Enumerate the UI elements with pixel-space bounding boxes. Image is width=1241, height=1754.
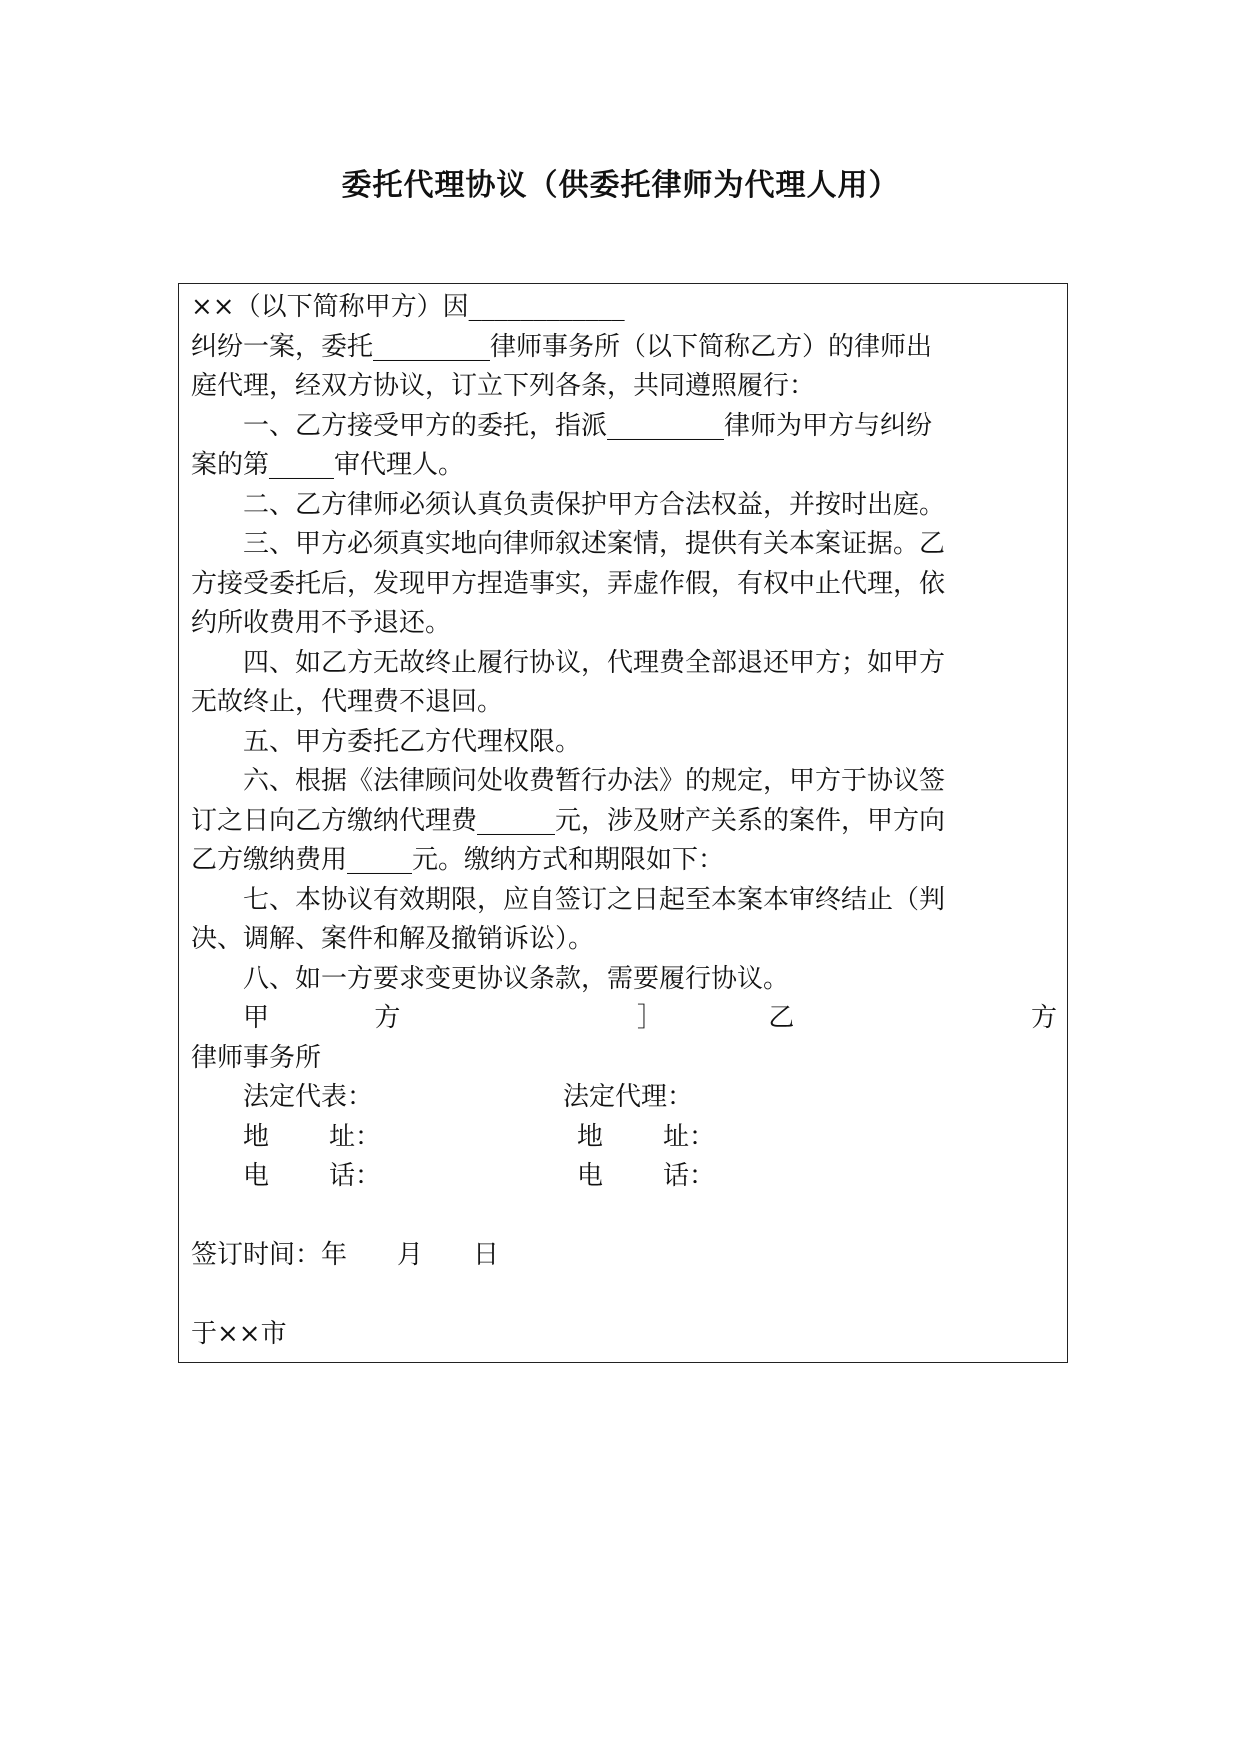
agreement-body <box>191 288 1057 1355</box>
party-b-char-1: 乙 <box>768 1003 795 1033</box>
clause-4-line-1: 四、如乙方无故终止履行协议，代理费全部退还甲方；如甲方 <box>243 647 946 678</box>
clause-7-line-2: 决、调解、案件和解及撤销诉讼）。 <box>191 924 595 954</box>
address-a: 地 址： <box>243 1121 382 1152</box>
bracket-mark: ］ <box>636 1003 663 1033</box>
party-b-char-2: 方 <box>1030 1003 1057 1033</box>
law-firm-label: 律师事务所 <box>191 1042 322 1073</box>
legal-rep-row <box>191 1078 1057 1118</box>
intro-line-1: ××（以下简称甲方）因____________ <box>191 292 625 322</box>
legal-rep-b: 法定代理： <box>563 1082 694 1112</box>
clause-6-line-1: 六、根据《法律顾问处收费暂行办法》的规定，甲方于协议签 <box>243 766 946 796</box>
clause-4-line-2: 无故终止，代理费不退回。 <box>191 687 504 717</box>
clause-1-line-2: 案的第_____审代理人。 <box>191 450 465 480</box>
agreement-box <box>178 283 1068 1363</box>
sign-date: 签订时间：年 月 日 <box>191 1240 500 1270</box>
party-a-char-1: 甲 <box>243 1003 270 1033</box>
clause-6-line-2: 订之日向乙方缴纳代理费______元，涉及财产关系的案件，甲方向 <box>191 805 946 836</box>
intro-line-3: 庭代理，经双方协议，订立下列各条，共同遵照履行： <box>191 371 816 401</box>
document-title: 委托代理协议（供委托律师为代理人用） <box>341 168 900 203</box>
clause-7-line-1: 七、本协议有效期限，应自签订之日起至本案本审终结止（判 <box>243 884 946 915</box>
telephone-row <box>191 1157 1057 1197</box>
clause-3-line-2: 方接受委托后，发现甲方捏造事实，弄虚作假，有权中止代理，依 <box>191 568 946 599</box>
clause-8: 八、如一方要求变更协议条款，需要履行协议。 <box>243 963 790 994</box>
address-b: 地 址： <box>577 1121 716 1152</box>
clause-5: 五、甲方委托乙方代理权限。 <box>243 726 582 757</box>
intro-line-2: 纠纷一案，委托_________律师事务所（以下简称乙方）的律师出 <box>191 331 933 362</box>
clause-1-line-1: 一、乙方接受甲方的委托，指派_________律师为甲方与纠纷 <box>243 410 933 441</box>
clause-3-line-1: 三、甲方必须真实地向律师叙述案情，提供有关本案证据。乙 <box>243 529 946 559</box>
clause-2: 二、乙方律师必须认真负责保护甲方合法权益，并按时出庭。 <box>243 489 946 520</box>
sign-place: 于××市 <box>191 1319 287 1349</box>
clause-3-line-3: 约所收费用不予退还。 <box>191 608 452 638</box>
telephone-b: 电 话： <box>577 1161 716 1191</box>
address-row <box>191 1118 1057 1158</box>
clause-6-line-3: 乙方缴纳费用_____元。缴纳方式和期限如下： <box>191 845 725 875</box>
signature-parties-row <box>191 999 1057 1039</box>
party-a-char-2: 方 <box>374 1003 401 1033</box>
legal-rep-a: 法定代表： <box>243 1082 374 1112</box>
telephone-a: 电 话： <box>243 1161 382 1191</box>
